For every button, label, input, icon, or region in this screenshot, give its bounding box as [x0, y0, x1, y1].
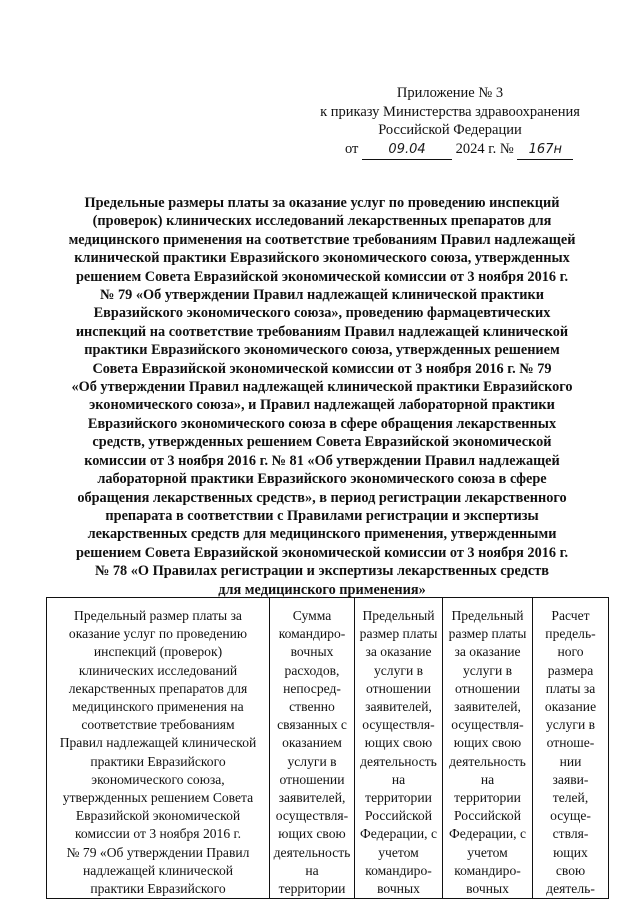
cell-line: отношении — [455, 680, 520, 696]
title-line: № 79 «Об утверждении Правил надлежащей клинической практики — [100, 287, 544, 304]
title-line: лекарственных средств для медицинского применения, утвержденными — [87, 526, 557, 543]
cell-line: территории — [365, 790, 432, 806]
cell-line: Предельный — [451, 608, 524, 623]
cell-line: услуги в — [462, 662, 513, 678]
cell-line: практики Евразийского — [90, 753, 226, 769]
cell-line: медицинского применения на — [72, 699, 244, 715]
title-line: комиссии от 3 ноября 2016 г. № 81 «Об утверждении Правил надлежащей — [84, 452, 560, 469]
cell-line: территории — [278, 881, 346, 897]
cell-line: командиро- — [278, 626, 346, 642]
cell-line: свою — [555, 862, 586, 878]
cell-line: надлежащей клинической — [82, 862, 234, 878]
handwritten-date: 09.04 — [362, 141, 452, 161]
cell-line: Евразийской экономической — [75, 808, 241, 824]
cell-line: заявителей, — [365, 699, 432, 715]
title-line: клинической практики Евразийского экономического союза, утвержденных — [74, 250, 570, 267]
cell-line: инспекций (проверок) — [93, 644, 223, 660]
cell-line: оказанием — [282, 735, 342, 751]
cell-line: утвержденных решением Совета — [62, 790, 254, 806]
cell-line: № 79 «Об утверждении Правил — [66, 844, 250, 860]
cell-line: соответствие требованиям — [81, 717, 235, 733]
cell-line: за оказание — [365, 644, 432, 660]
cell-line: деятельность — [273, 844, 351, 860]
annex-order-ref: к приказу Министерства здравоохранения — [320, 103, 580, 120]
cell-line: осуще- — [550, 808, 591, 824]
header-cell-travel-expenses — [270, 598, 355, 899]
cell-line: ственно — [289, 699, 335, 715]
cell-line: связанных с — [277, 717, 347, 733]
cell-line: размер платы — [359, 626, 438, 642]
cell-line: практики Евразийского — [90, 881, 226, 897]
cell-line: Российской — [454, 808, 521, 824]
header-cell-max-fee-russia — [355, 598, 443, 899]
cell-line: комиссии от 3 ноября 2016 г. — [75, 826, 241, 842]
cell-line: Федерации, с — [359, 826, 438, 842]
cell-line: осуществля- — [451, 717, 524, 733]
annex-header — [300, 84, 600, 160]
year-text: 2024 г. № — [455, 140, 514, 157]
cell-line: отношении — [366, 680, 431, 696]
cell-line: деятель- — [546, 881, 595, 897]
cell-line: отноше- — [546, 735, 595, 751]
title-line: медицинского применения на соответствие требованиям Правил надлежащей — [68, 231, 576, 248]
title-line: решением Совета Евразийской экономической комиссии от 3 ноября 2016 г. — [75, 544, 569, 561]
cell-line: осуществля- — [362, 717, 435, 733]
cell-line: расходов, — [284, 662, 340, 678]
title-line: (проверок) клинических исследований лекарственных препаратов для — [92, 213, 552, 230]
cell-line: предель- — [545, 626, 596, 642]
cell-line: оказание — [544, 699, 597, 715]
header-cell-max-fee-basis — [47, 598, 270, 899]
cell-line: территории — [454, 790, 521, 806]
title-line: Предельные размеры платы за оказание услуг по проведению инспекций — [84, 195, 560, 211]
cell-line: деятельность — [449, 753, 526, 769]
annex-date-line — [300, 140, 600, 161]
title-line: обращения лекарственных средств», в период регистрации лекарственного — [77, 489, 567, 506]
cell-line: командиро- — [454, 862, 521, 878]
cell-line: вочных — [290, 644, 334, 660]
cell-line: заявителей, — [454, 699, 521, 715]
cell-line: деятельность — [360, 753, 437, 769]
cell-line: услуги в — [545, 717, 596, 733]
title-line: Евразийского экономического союза в сфере обращения лекарственных — [87, 415, 557, 432]
table-header-row — [47, 598, 609, 899]
cell-line: Расчет — [551, 608, 590, 623]
cell-line: размера — [547, 662, 594, 678]
date-prefix: от — [345, 140, 359, 157]
cell-line: ющих свою — [364, 735, 433, 751]
title-line: инспекций на соответствие требованиям Правил надлежащей клинической — [75, 323, 569, 340]
cell-line: на — [391, 771, 406, 787]
cell-line: лекарственных препаратов для — [68, 680, 248, 696]
cell-line: телей, — [552, 790, 589, 806]
cell-line: ющих — [553, 844, 588, 860]
title-line: решением Совета Евразийской экономической комиссии от 3 ноября 2016 г. — [75, 268, 569, 285]
cell-line: платы за — [545, 680, 596, 696]
cell-line: услуги в — [373, 662, 424, 678]
title-line: Евразийского экономического союза», проведению фармацевтических — [93, 305, 551, 322]
cell-line: вочных — [466, 881, 509, 897]
title-line: «Об утверждении Правил надлежащей клинической практики Евразийского — [71, 379, 573, 396]
cell-line: Российской — [365, 808, 432, 824]
cell-line: размер платы — [448, 626, 527, 642]
title-line: Совета Евразийской экономической комиссии от 3 ноября 2016 г. № 79 — [92, 360, 552, 377]
handwritten-order-number: 167н — [517, 141, 573, 161]
title-line: средств, утвержденных решением Совета Евразийской экономической — [92, 434, 552, 451]
cell-line: осуществля- — [275, 808, 349, 824]
cell-line: заяви- — [552, 771, 589, 787]
title-line: экономического союза», и Правил надлежащей лабораторной практики — [89, 397, 555, 414]
header-cell-max-fee-russia-2 — [443, 598, 533, 899]
cell-line: Предельный — [362, 608, 435, 623]
cell-line: Правил надлежащей клинической — [59, 735, 257, 751]
cell-line: заявителей, — [278, 790, 346, 806]
cell-line: командиро- — [365, 862, 432, 878]
cell-line: клинических исследований — [78, 662, 238, 678]
cell-line: на — [480, 771, 495, 787]
cell-line: ного — [557, 644, 584, 660]
cell-line: ющих свою — [278, 826, 346, 842]
cell-line: вочных — [377, 881, 420, 897]
annex-country: Российской Федерации — [378, 122, 522, 138]
cell-line: на — [305, 862, 319, 878]
cell-line: ющих свою — [453, 735, 522, 751]
title-line: лабораторной практики Евразийского экономического союза в сфере — [97, 471, 547, 488]
cell-line: услуги в — [287, 753, 337, 769]
cell-line: Федерации, с — [448, 826, 527, 842]
cell-line: нии — [559, 753, 582, 769]
title-line: № 78 «О Правилах регистрации и экспертизы лекарственных средств — [94, 563, 550, 580]
cell-line: экономического союза, — [91, 771, 225, 787]
cell-line: Сумма — [292, 608, 332, 623]
cell-line: оказание услуг по проведению — [68, 626, 248, 642]
cell-line: за оказание — [454, 644, 521, 660]
title-line: препарата в соответствии с Правилами регистрации и экспертизы — [105, 507, 539, 524]
cell-line: непосред- — [283, 680, 341, 696]
annex-number: Приложение № 3 — [396, 85, 504, 101]
title-line: практики Евразийского экономического союза, утвержденных решением — [84, 342, 560, 359]
header-cell-fee-calculation — [533, 598, 609, 899]
cell-line: учетом — [378, 844, 419, 860]
title-line: для медицинского применения» — [218, 581, 426, 598]
document-title — [54, 194, 590, 599]
fee-table — [46, 597, 609, 899]
cell-line: отношении — [279, 771, 345, 787]
cell-line: Предельный размер платы за — [74, 608, 242, 623]
cell-line: учетом — [467, 844, 508, 860]
cell-line: ствля- — [552, 826, 589, 842]
